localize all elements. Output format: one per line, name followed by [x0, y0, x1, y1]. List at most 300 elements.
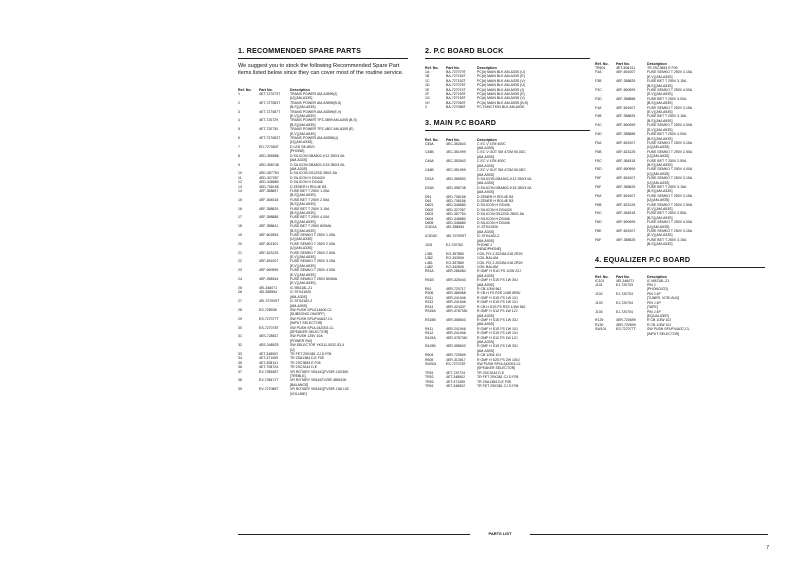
part-no-cell: 4ET-727073T — [259, 92, 281, 96]
ref-no-cell: R311 — [425, 295, 434, 300]
description-cell: FUSE BET T 250V 3.15A — [647, 114, 687, 119]
part-no-cell: 4ED-357754 — [259, 171, 279, 176]
part-no-cell: 4EC-351999 — [446, 168, 466, 173]
ref-no-cell: 22 — [238, 259, 242, 264]
ref-no-cell: 28 — [238, 307, 242, 312]
ref-no-cell: 2 — [238, 100, 240, 105]
description-cell: D ZENER H RD14E B3 — [477, 198, 514, 203]
description-cell: FUSE SEMKO T 250V 4.00A — [290, 268, 336, 273]
description-cell: FUSE BET T 250V 4.00A — [647, 96, 687, 101]
ref-no-cell: 17 — [238, 215, 242, 220]
ref-no-cell: 34 — [238, 356, 242, 361]
description-cell: [AM-A93S] — [477, 348, 494, 353]
part-no-cell: 4ER-378735J — [446, 309, 468, 314]
table-fuses — [595, 59, 765, 247]
part-no-cell: 4EI-358554 — [259, 290, 278, 295]
part-no-cell: EJ-720704 — [616, 300, 633, 305]
header-cell: Ref. No. — [425, 137, 439, 142]
description-cell: FUSE BET T 250V 3.15A — [290, 206, 330, 211]
header-cell: Description — [290, 88, 310, 92]
description-cell: C EC V GUT SM 472M 50.0DC — [477, 168, 526, 173]
description-cell: R OMF H S1O FS 1/2W 22J — [477, 269, 521, 274]
ref-no-cell: R312 — [425, 300, 434, 305]
ref-no-cell: F4A — [595, 105, 602, 110]
description-cell: R OMF H S1S FS 1W 10J — [477, 300, 518, 305]
description-cell: R OMF H S1S FS 1W 39J — [477, 278, 518, 283]
table-header — [595, 272, 765, 279]
description-cell: FUSE SEMKO T 250V 3.15A — [647, 105, 693, 110]
description-cell: [AM-A93S] — [477, 172, 494, 177]
part-no-cell: 4EI-346071 — [259, 285, 278, 290]
part-no-cell: 4ED-327057 — [259, 175, 279, 180]
part-no-cell: ES-728938 — [259, 307, 277, 312]
description-cell: IC M5218L-21 — [647, 278, 670, 283]
ref-no-cell: 31 — [238, 334, 242, 339]
ref-no-cell: IC301A — [425, 225, 437, 230]
header-cell: Part No. — [446, 66, 460, 70]
ref-no-cell: F6A — [595, 193, 602, 198]
part-no-cell: 4ER-720699 — [616, 318, 636, 323]
ref-no-cell: F6D — [595, 220, 602, 225]
description-cell: TRANS POWER TPZ-4899 AM-A305 (B,S) — [290, 118, 357, 123]
description-cell: D ZENER H RD14E B3 — [477, 194, 514, 199]
table-row — [595, 242, 765, 246]
ref-no-cell: D602 — [425, 207, 434, 212]
ref-no-cell — [595, 242, 616, 246]
ref-no-cell: 6 — [238, 136, 240, 141]
part-no-cell: 4EF-364518 — [616, 211, 636, 216]
part-no-cell: EJ-720762 — [446, 243, 463, 247]
part-no-cell: 4EF-358841 — [259, 224, 279, 229]
part-no-cell: 4EF-623125 — [616, 149, 636, 154]
description-cell: FUSE BET T 250V 2.50A — [647, 211, 687, 216]
description-cell: [U] [AM-A33S] — [647, 145, 670, 150]
part-no-cell: 4EF-691007 — [616, 229, 636, 234]
description-cell: [POWER SW] — [290, 338, 312, 343]
section-equalizer — [595, 255, 765, 336]
part-no-cell: 4ER-358603 — [446, 344, 466, 349]
description-cell: FUSE SEMKO T 250V 4.00A — [647, 123, 693, 128]
description-cell: SW PUSH SPUP44A37-CL — [290, 316, 333, 321]
description-cell: FUSE SEMKO T 250V 3.15A — [290, 259, 336, 264]
ref-no-cell: 1H — [425, 100, 430, 105]
ref-no-cell: 19 — [238, 233, 242, 237]
description-cell: PC(#) MAIN BLK AM-A93S (U) — [477, 83, 526, 88]
description-cell: VR ROTARY VB161QFV25F-15A 100 — [290, 387, 349, 392]
description-cell: PC(#) MAIN BLK AM-A33S (E) — [477, 74, 525, 79]
ref-no-cell: R315A — [425, 309, 436, 314]
part-no-cell: 4EF-690999 — [616, 220, 636, 225]
description-cell: IC STK4162-2 — [290, 299, 313, 304]
description-cell: [B,S] [AM-A93S] — [290, 202, 316, 207]
part-no-cell: 4ER-325043 — [446, 278, 466, 283]
part-no-cell: 4EC-352643 — [446, 159, 466, 164]
part-no-cell: 4ET-348502 — [446, 384, 466, 388]
ref-no-cell: 29 — [238, 316, 242, 321]
part-no-cell: 4ET-720730 — [259, 127, 279, 132]
ref-no-cell: 30 — [238, 325, 242, 330]
description-cell: [E,V] [AM-A93S] — [290, 255, 316, 260]
description-cell: FUSE BET T 250V 3.15A — [647, 237, 687, 242]
description-cell: TR 2SA1384 D,E F05 — [477, 379, 511, 384]
ref-no-cell: L482 — [425, 265, 433, 270]
description-cell: SW PUSH SPUL24Z003-CL — [477, 361, 521, 366]
description-cell: R CB 1/3W 56J — [477, 287, 502, 292]
description-cell: TR 2SC3244 D,E — [290, 365, 318, 370]
description-cell: PIN J 4P — [647, 309, 661, 314]
part-no-cell: ES-727078T — [259, 325, 279, 330]
description-cell: [B,S] [AM-A93S] — [290, 122, 316, 127]
table-recommended — [238, 85, 408, 396]
part-no-cell: 4EF-358857 — [259, 188, 279, 193]
table-row — [238, 392, 408, 396]
ref-no-cell: 35 — [238, 360, 242, 365]
ref-no-cell: 27 — [238, 299, 242, 304]
description-cell: PC(#) MAIN BLK AM-A93S (J) — [477, 87, 525, 92]
description-cell: [AM-A93S] — [290, 303, 307, 308]
part-no-cell: BA-727152T — [446, 78, 466, 83]
part-no-cell: BA-727074T — [446, 87, 466, 92]
description-cell: [AM-A33S] — [477, 229, 494, 234]
ref-no-cell: F5B — [595, 149, 602, 154]
description-cell: TR 2SA1384 D,E F05 — [290, 356, 324, 361]
description-cell: R CB H S1S FS R2S 1/4W 56J — [477, 304, 526, 309]
description-cell: R OMF H S1S FS 1W 33J — [477, 317, 518, 322]
description-cell: [SPEAKER SELECTOR] — [477, 366, 516, 371]
description-cell: FUSE SEMKO T 250V 800MA — [290, 277, 338, 282]
description-cell: R OMF H S1S FS 1W 10J — [477, 295, 518, 300]
part-no-cell: 4EF-623125 — [616, 202, 636, 207]
description-cell: [B,S] [AM-A93S] — [290, 210, 316, 215]
description-cell: [HEADPHONE] — [477, 247, 502, 252]
ref-no-cell: F3A — [595, 70, 602, 75]
part-no-cell: BA-727079T — [446, 70, 466, 74]
description-cell: [E,V] [AM-A93S] — [290, 263, 316, 268]
description-cell: [B,S] [AM-A93S] — [290, 228, 316, 233]
ref-no-cell: 23 — [238, 268, 242, 273]
part-no-cell: 4EF-358888 — [616, 96, 636, 101]
part-no-cell: BA-727154T — [446, 74, 466, 79]
ref-no-cell: 9 — [238, 162, 240, 167]
part-no-cell: 4EF-358888 — [259, 215, 279, 220]
description-cell: D SILICON H DS446 — [290, 180, 323, 185]
ref-no-cell: F6F — [595, 237, 602, 242]
part-no-cell: EJ-720704 — [616, 309, 633, 314]
ref-no-cell: 20 — [238, 241, 242, 246]
description-cell: TR 2SC3853 E F05 — [647, 66, 678, 70]
description-cell: R CB 1/3W 10J — [477, 353, 502, 358]
part-no-cell: EO-342606 — [446, 256, 464, 261]
part-no-cell: 4ER-241946 — [446, 295, 466, 300]
description-cell: COIL BALUM — [477, 256, 499, 261]
part-no-cell: 4EF-691007 — [616, 193, 636, 198]
table-main — [425, 135, 590, 389]
part-no-cell: EV-728538T — [259, 369, 279, 374]
description-cell: [U] [AM-A33S] — [290, 246, 313, 251]
description-cell: [U] [AM-A93S] — [647, 198, 670, 203]
ref-no-cell: F5C — [595, 158, 602, 163]
ref-no-cell: R315B — [425, 317, 436, 322]
part-no-cell: 4EF-690999 — [616, 88, 636, 93]
ref-no-cell: 1C — [425, 78, 430, 83]
ref-no-cell: 1A — [425, 70, 430, 74]
description-cell: FUSE BET T 250V 2.50A — [647, 158, 687, 163]
part-no-cell: BA-727069T — [446, 100, 466, 105]
part-no-cell: 4EF-258344 — [259, 277, 279, 282]
description-cell: TR FET 2SK381 CJ D F05 — [477, 375, 519, 380]
ref-no-cell: R415B — [425, 344, 436, 349]
part-no-cell: 4ED-348680 — [446, 216, 466, 221]
ref-no-cell: F6B — [595, 202, 602, 207]
ref-no-cell: D604 — [425, 216, 434, 221]
ref-no-cell: TR601 — [595, 66, 606, 70]
part-no-cell: 4ED-708156 — [446, 198, 466, 203]
part-no-cell: 4ED-327057 — [446, 207, 466, 212]
description-cell: [B,S] [AM-A93S] — [647, 136, 673, 141]
description-cell: D ZENER H RD14E B3 — [290, 184, 327, 189]
ref-no-cell: 12 — [238, 180, 242, 185]
description-cell: TR FET 2SK381 CJ D F05 — [477, 384, 519, 388]
ref-no-cell: J102 — [595, 291, 603, 296]
description-cell: FUSE SEMKO T 250V 3.15A — [647, 193, 693, 198]
part-no-cell: 4EF-601301 — [259, 241, 279, 246]
part-no-cell: 4EF-358825 — [259, 206, 279, 211]
description-cell: D SILICON H DS442X — [290, 175, 326, 180]
description-cell: [INPUT SELECTOR] — [290, 321, 323, 326]
part-no-cell: 4ET-371059 — [446, 379, 466, 384]
ref-no-cell: 1E — [425, 87, 430, 92]
part-no-cell: 4ER-720699 — [616, 322, 636, 327]
description-cell: [AM-A33S] — [477, 339, 494, 344]
description-cell: [INPUT SELECTOR] — [647, 331, 680, 336]
description-cell: FUSE SEMKO T 250V 3.15A — [647, 176, 693, 181]
description-cell: [U] [AM-A33S] — [290, 96, 313, 101]
description-cell: FUSE SEMKO T 250V 3.15A — [647, 140, 693, 145]
description-cell: [B,S] [AM-A93S] — [290, 105, 316, 110]
part-no-cell: ED-727084T — [259, 144, 279, 149]
description-cell: PC(#) MAIN BLK AM-A93S (B,S) — [477, 100, 529, 105]
part-no-cell: 4ED-357754 — [446, 212, 466, 217]
ref-no-cell: TR53 — [425, 379, 434, 384]
part-no-cell: 4ER-286084 — [446, 269, 466, 274]
description-cell: [E,V] [AM-A93S] — [647, 207, 673, 211]
ref-no-cell: D31B — [425, 185, 434, 190]
part-no-cell: 4EF-623125 — [259, 250, 279, 255]
part-no-cell: 4EF-690999 — [616, 123, 636, 128]
part-no-cell: ES-727077T — [616, 327, 636, 332]
description-cell: [U] [AM-A33S] — [290, 237, 313, 242]
description-cell: SW PUSH 125V 10A — [290, 334, 323, 339]
part-no-cell: 4ER-313517 — [446, 357, 466, 362]
ref-no-cell: R51B — [425, 278, 434, 283]
column-1 — [238, 46, 408, 396]
description-cell: [U] [AM-A93S] — [647, 154, 670, 159]
part-no-cell: 4ER-241946 — [446, 326, 466, 331]
description-cell: TR 2SC3244 D,E — [477, 370, 505, 375]
ref-no-cell: 26 — [238, 290, 242, 295]
description-cell: D SILICON DBA30C-K12 250/3.0A — [477, 176, 532, 181]
description-cell: PC(#) MAIN BLK AM-A93S (V) — [477, 96, 525, 101]
description-cell: [E,V] [AM-A93S] — [290, 131, 316, 136]
ref-no-cell: F3D — [595, 96, 602, 101]
ref-no-cell: J103 — [595, 300, 603, 305]
description-cell: FUSE SEMKO T 250V 2.50A — [647, 149, 693, 154]
description-cell: D SILICON DS12SD 280/1.5A — [290, 171, 338, 176]
description-cell: [AM-A33S] — [477, 163, 494, 168]
description-cell: [B,S] [AM-A93S] — [290, 193, 316, 198]
description-cell: FUSE SEMKO T 250V 1.25A — [290, 233, 336, 237]
ref-no-cell: 4 — [238, 118, 240, 123]
part-no-cell: 4ED-358748 — [259, 162, 279, 167]
description-cell: FUSE SEMKO T 250V 3.15A — [647, 70, 693, 75]
description-cell: FUSE SEMKO T 250V 4.00A — [647, 88, 693, 93]
ref-no-cell: SW301 — [425, 361, 437, 366]
description-cell: [SPEAKER SELECTOR] — [290, 329, 329, 334]
part-no-cell: 4ED-708156 — [259, 184, 279, 189]
description-cell: PC(#) MAIN BLK AM-A33S (V) — [477, 78, 525, 83]
part-no-cell: 4ED-365593 — [446, 176, 466, 181]
ref-no-cell: 1 — [238, 92, 240, 96]
description-cell: [E,V] [AM-A93S] — [290, 281, 316, 286]
description-cell: [AM-A33S] — [477, 181, 494, 186]
ref-no-cell: 38 — [238, 378, 242, 383]
part-no-cell: BA-727085T — [446, 105, 466, 110]
ref-no-cell: 1G — [425, 96, 430, 101]
description-cell: [E,V] [AM-A93S] — [647, 92, 673, 97]
ref-no-cell: IC101 — [595, 278, 605, 283]
header-cell: Description — [647, 62, 667, 66]
part-no-cell: 4EF-602593 — [259, 233, 279, 237]
part-no-cell: 4ES-348878 — [259, 343, 279, 348]
part-no-cell: 4EF-364518 — [616, 158, 636, 163]
part-no-cell: 4ER-720699 — [446, 353, 466, 358]
ref-no-cell: D61 — [425, 198, 432, 203]
description-cell: PIN J 4P — [647, 300, 661, 305]
ref-no-cell: 15 — [238, 197, 242, 202]
description-cell: SW PUSH SPUJ14A00-CL — [290, 307, 333, 312]
description-cell: FUSE BET T 250V 800MA — [290, 224, 332, 229]
part-no-cell: 4EF-358825 — [616, 237, 636, 242]
description-cell: [AM-A33S] — [477, 146, 494, 151]
ref-no-cell: J101 — [595, 283, 603, 288]
ref-no-cell: 18 — [238, 224, 242, 229]
description-cell: [VOLUME] — [290, 391, 307, 396]
part-no-cell: 4ET-348502 — [259, 351, 279, 356]
ref-no-cell: 11 — [238, 175, 242, 180]
ref-no-cell: 21 — [238, 250, 242, 255]
part-no-cell: EO-357880 — [446, 260, 464, 265]
description-cell: [E,V] [AM-A93S] — [290, 272, 316, 277]
description-cell: FUSE SEMKO T 250V 2.00A — [290, 241, 336, 246]
ref-no-cell: J104 — [595, 309, 603, 314]
part-no-cell: 4ET-308141 — [616, 66, 636, 70]
description-cell: [BALANCE] — [290, 382, 309, 387]
description-cell: D SILICON DS12SD 280/1.5A — [477, 212, 525, 217]
ref-no-cell: 8 — [238, 153, 240, 158]
description-cell: [AM-A93S] — [477, 190, 494, 195]
part-no-cell: 4ET-348502 — [446, 375, 466, 380]
description-cell: [PHONO/CD] — [647, 287, 668, 292]
ref-no-cell: R61 — [425, 287, 432, 292]
ref-no-cell: L481 — [425, 260, 433, 265]
part-no-cell: 4ET-727083T — [259, 100, 281, 105]
ref-no-cell: C46B — [425, 168, 434, 173]
description-cell: COIL BALUM — [477, 265, 499, 270]
description-cell: [E,V] [AM-A93S] — [647, 110, 673, 115]
description-cell: R OMF H S1Z FS 1W 12J — [477, 309, 518, 314]
header-cell: Description — [647, 274, 667, 279]
part-no-cell: 4ED-348680 — [259, 180, 279, 185]
ref-no-cell: 37 — [238, 369, 242, 374]
description-cell: FUSE BET T 250V 4.00A — [290, 215, 330, 220]
ref-no-cell: F6C — [595, 211, 602, 216]
ref-no-cell: 25 — [238, 285, 242, 290]
ref-no-cell: 10 — [238, 171, 242, 176]
part-no-cell: 4ER-386968 — [446, 291, 466, 296]
description-cell: D SILICON H DS446 — [477, 203, 510, 208]
table-pcblock — [425, 63, 590, 110]
ref-no-cell — [238, 392, 259, 396]
description-cell: PC(#) MAIN BLK AM-A93S (E) — [477, 92, 525, 97]
description-cell: [U] [AM-A93S] — [647, 224, 670, 229]
ref-no-cell: 13 — [238, 184, 242, 189]
ref-no-cell: R51A — [425, 269, 434, 274]
spacer — [595, 46, 765, 57]
description-cell: [AM-A93S] — [477, 238, 494, 243]
description-cell: [B,S] [AM-A93S] — [647, 118, 673, 123]
ref-no-cell: L381 — [425, 251, 433, 256]
ref-no-cell: R130 — [595, 322, 604, 327]
description-cell: FUSE BET T 250V 3.15A — [647, 184, 687, 189]
description-cell: TRANS POWER TPZ-4807 AM-A305 (E) — [290, 127, 354, 132]
header-cell: Ref. No. — [238, 88, 252, 92]
description-cell: [B,S] [AM-A93S] — [647, 215, 673, 220]
ref-no-cell: 1D — [425, 83, 430, 88]
table-header — [425, 63, 590, 70]
part-no-cell: 4ET-720729 — [259, 118, 279, 123]
table-equalizer — [595, 272, 765, 336]
description-cell: [PHONE] — [290, 149, 305, 154]
description-cell: D SILICON H DS446 — [477, 216, 510, 221]
description-cell: FUSE SEMKO T 250V 3.15A — [647, 229, 693, 234]
description-cell: D SILICON DBA60C-K12 250/3.0A — [290, 153, 345, 158]
ref-no-cell: 32 — [238, 343, 242, 348]
part-no-cell: 4ET-308141 — [259, 360, 279, 365]
ref-no-cell: F6F — [595, 176, 602, 181]
ref-no-cell: J331 — [425, 243, 433, 247]
ref-no-cell: L382 — [425, 256, 433, 261]
part-no-cell: ES-727078T — [446, 361, 466, 366]
description-cell: [B,S] [AM-A93S] — [290, 219, 316, 224]
part-no-cell: 4ET-727087T — [259, 109, 281, 114]
part-no-cell: 4EF-691007 — [616, 70, 636, 75]
description-cell: IC M5218L-21 — [290, 285, 313, 290]
description-cell: D SILICON DBA80C-K15 280/3.0A — [477, 185, 532, 190]
part-no-cell: 4EC-351999 — [446, 150, 466, 155]
ref-no-cell: TR51 — [425, 370, 434, 375]
page-number: 7 — [766, 545, 769, 551]
ref-no-cell — [595, 332, 616, 336]
description-cell: FUSE BET T 250V 2.50A — [290, 197, 330, 202]
ref-no-cell: SW101 — [595, 327, 607, 332]
description-cell: D LED SE-8921 — [290, 144, 315, 149]
section-title-recommended: 1. RECOMMENDED SPARE PARTS — [238, 46, 408, 59]
description-cell: [EQUALIZER] — [647, 313, 669, 318]
description-cell: TRANS POWER AM-A5359(U) — [290, 136, 339, 141]
ref-no-cell: 5 — [238, 127, 240, 132]
part-no-cell: 4EI-358554 — [446, 225, 465, 230]
description-cell: [AM-A93S] — [477, 154, 494, 159]
